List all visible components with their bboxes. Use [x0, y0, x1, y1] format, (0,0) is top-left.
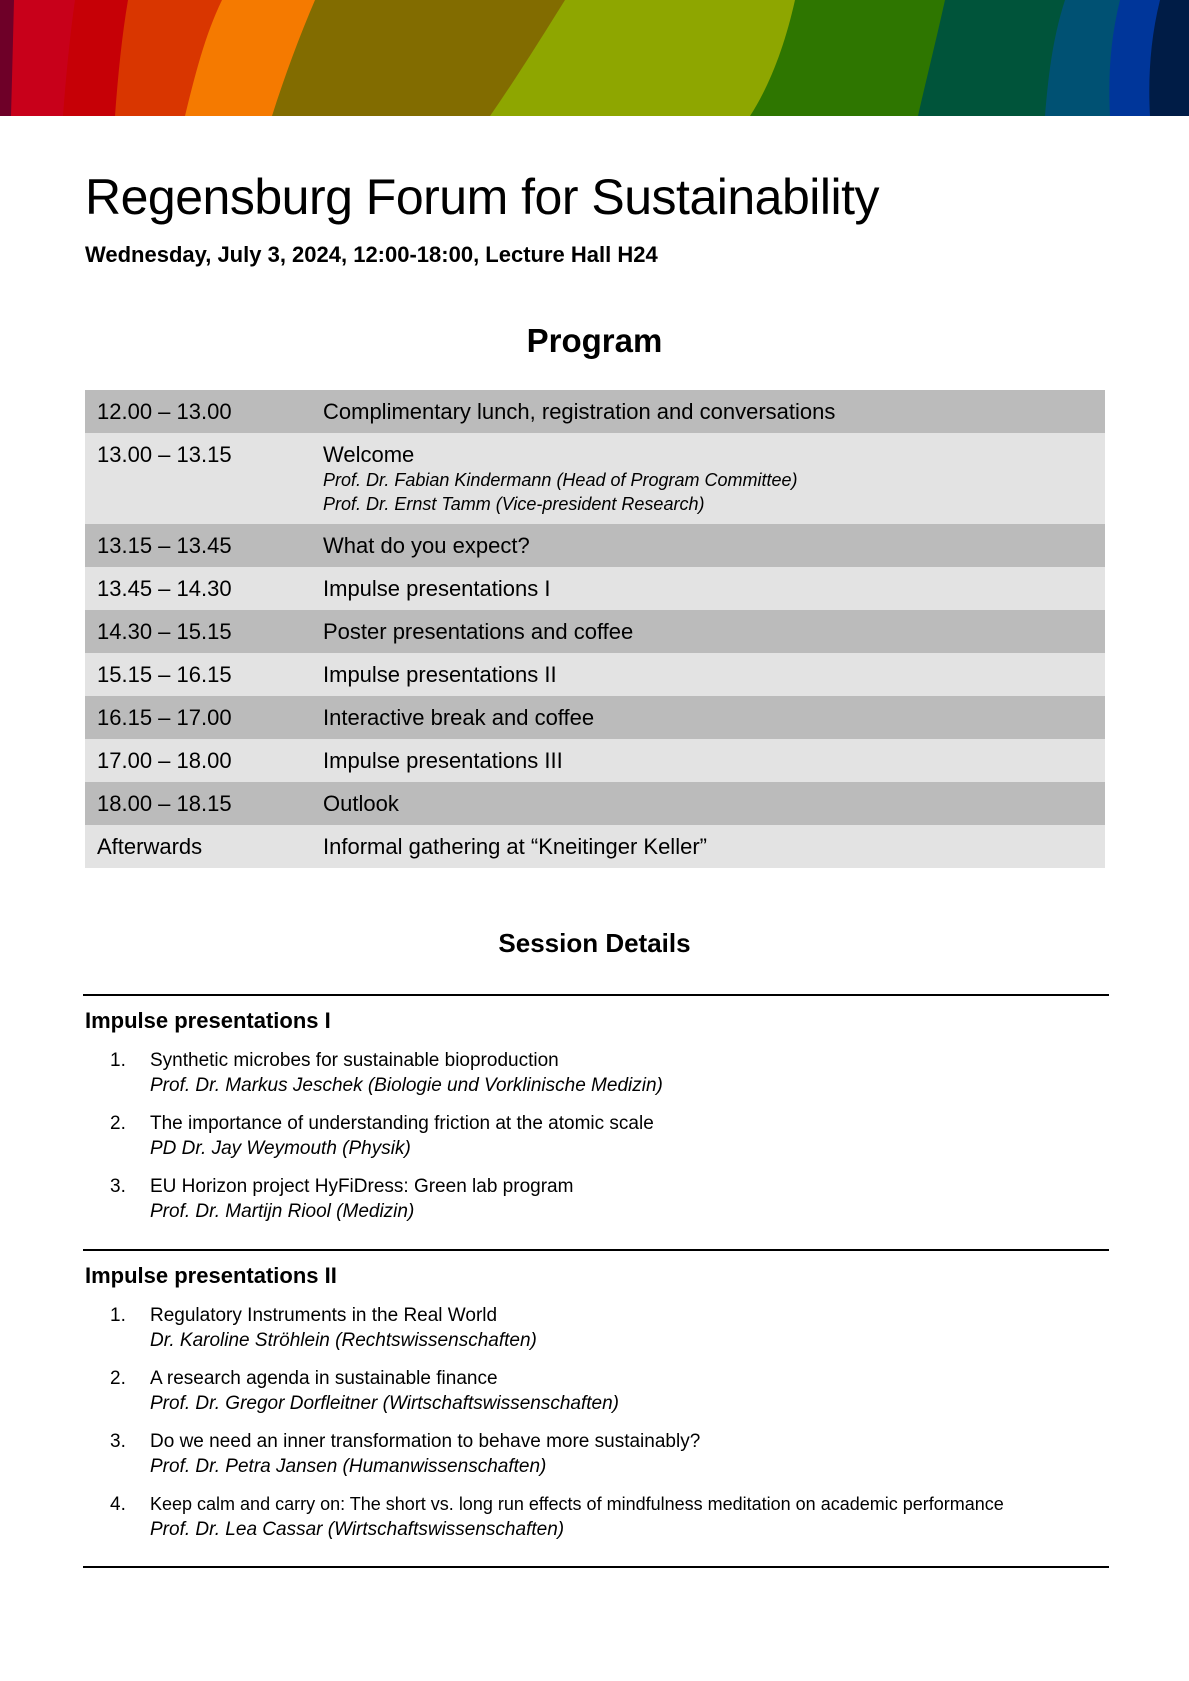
program-time: 16.15 – 17.00 — [97, 705, 232, 730]
talk-speaker: Prof. Dr. Martijn Riool (Medizin) — [150, 1201, 415, 1222]
session-title: Impulse presentations II — [85, 1263, 337, 1288]
program-row — [85, 610, 1105, 653]
program-row — [85, 567, 1105, 610]
talk-title: Keep calm and carry on: The short vs. long run effects of mindfulness meditation on academic performance — [150, 1494, 1004, 1514]
talk-list — [110, 1303, 1110, 1555]
page-title: Regensburg Forum for Sustainability — [85, 169, 879, 225]
talk-number: 2. — [110, 1113, 126, 1134]
program-row — [85, 782, 1105, 825]
talk-speaker: Dr. Karoline Ströhlein (Rechtswissenschaften) — [150, 1330, 537, 1351]
talk-item — [110, 1111, 1110, 1161]
program-row — [85, 696, 1105, 739]
program-time: 18.00 – 18.15 — [97, 791, 232, 816]
program-item: Complimentary lunch, registration and conversations — [323, 399, 836, 424]
talk-speaker: Prof. Dr. Markus Jeschek (Biologie und Vorklinische Medizin) — [150, 1075, 663, 1096]
talk-item — [110, 1174, 1110, 1224]
divider — [83, 1566, 1109, 1568]
talk-title: EU Horizon project HyFiDress: Green lab program — [150, 1176, 574, 1197]
divider — [83, 994, 1109, 996]
rainbow-banner — [0, 0, 1189, 116]
talk-speaker: Prof. Dr. Petra Jansen (Humanwissenschaften) — [150, 1456, 547, 1477]
talk-number: 3. — [110, 1176, 126, 1197]
talk-number: 1. — [110, 1050, 126, 1071]
program-row — [85, 825, 1105, 868]
talk-title: A research agenda in sustainable finance — [150, 1368, 498, 1389]
program-item: Impulse presentations II — [323, 662, 557, 687]
session-title: Impulse presentations I — [85, 1008, 331, 1033]
session-details-heading: Session Details — [498, 928, 691, 958]
program-time: 13.45 – 14.30 — [97, 576, 232, 601]
talk-title: Do we need an inner transformation to behave more sustainably? — [150, 1431, 701, 1452]
program-table — [85, 390, 1105, 868]
rainbow-stripes-graphic — [0, 0, 1189, 116]
program-speaker: Prof. Dr. Ernst Tamm (Vice-president Research) — [323, 494, 705, 514]
divider — [83, 1249, 1109, 1251]
talk-title: Regulatory Instruments in the Real World — [150, 1305, 498, 1326]
talk-item — [110, 1048, 1110, 1098]
program-row — [85, 653, 1105, 696]
program-time: 13.00 – 13.15 — [97, 442, 232, 467]
talk-item — [110, 1492, 1110, 1542]
talk-title: The importance of understanding friction at the atomic scale — [150, 1113, 654, 1134]
program-item: Interactive break and coffee — [323, 705, 595, 730]
program-item: Impulse presentations III — [323, 748, 563, 773]
program-item: Outlook — [323, 791, 399, 816]
program-speaker: Prof. Dr. Fabian Kindermann (Head of Program Committee) — [323, 470, 798, 490]
talk-speaker: PD Dr. Jay Weymouth (Physik) — [150, 1138, 411, 1159]
program-time: 17.00 – 18.00 — [97, 748, 232, 773]
talk-list — [110, 1048, 1110, 1237]
program-item: Impulse presentations I — [323, 576, 551, 601]
program-time: 14.30 – 15.15 — [97, 619, 232, 644]
program-item: Poster presentations and coffee — [323, 619, 634, 644]
program-row — [85, 524, 1105, 567]
program-time: 15.15 – 16.15 — [97, 662, 232, 687]
talk-item — [110, 1303, 1110, 1353]
program-row — [85, 739, 1105, 782]
talk-item — [110, 1366, 1110, 1416]
program-item: Informal gathering at “Kneitinger Keller” — [323, 834, 707, 859]
program-time: 12.00 – 13.00 — [97, 399, 232, 424]
program-item: Welcome — [323, 442, 415, 467]
program-time: Afterwards — [97, 834, 203, 859]
talk-speaker: Prof. Dr. Lea Cassar (Wirtschaftswissenschaften) — [150, 1519, 565, 1540]
program-heading: Program — [526, 322, 663, 359]
program-item: What do you expect? — [323, 533, 530, 558]
program-time: 13.15 – 13.45 — [97, 533, 232, 558]
program-row — [85, 390, 1105, 433]
talk-number: 3. — [110, 1431, 126, 1452]
event-date-location: Wednesday, July 3, 2024, 12:00-18:00, Lecture Hall H24 — [85, 242, 658, 267]
talk-number: 2. — [110, 1368, 126, 1389]
talk-title: Synthetic microbes for sustainable bioproduction — [150, 1050, 559, 1071]
talk-item — [110, 1429, 1110, 1479]
talk-number: 1. — [110, 1305, 126, 1326]
talk-number: 4. — [110, 1494, 126, 1515]
program-row — [85, 433, 1105, 524]
talk-speaker: Prof. Dr. Gregor Dorfleitner (Wirtschaftswissenschaften) — [150, 1393, 619, 1414]
